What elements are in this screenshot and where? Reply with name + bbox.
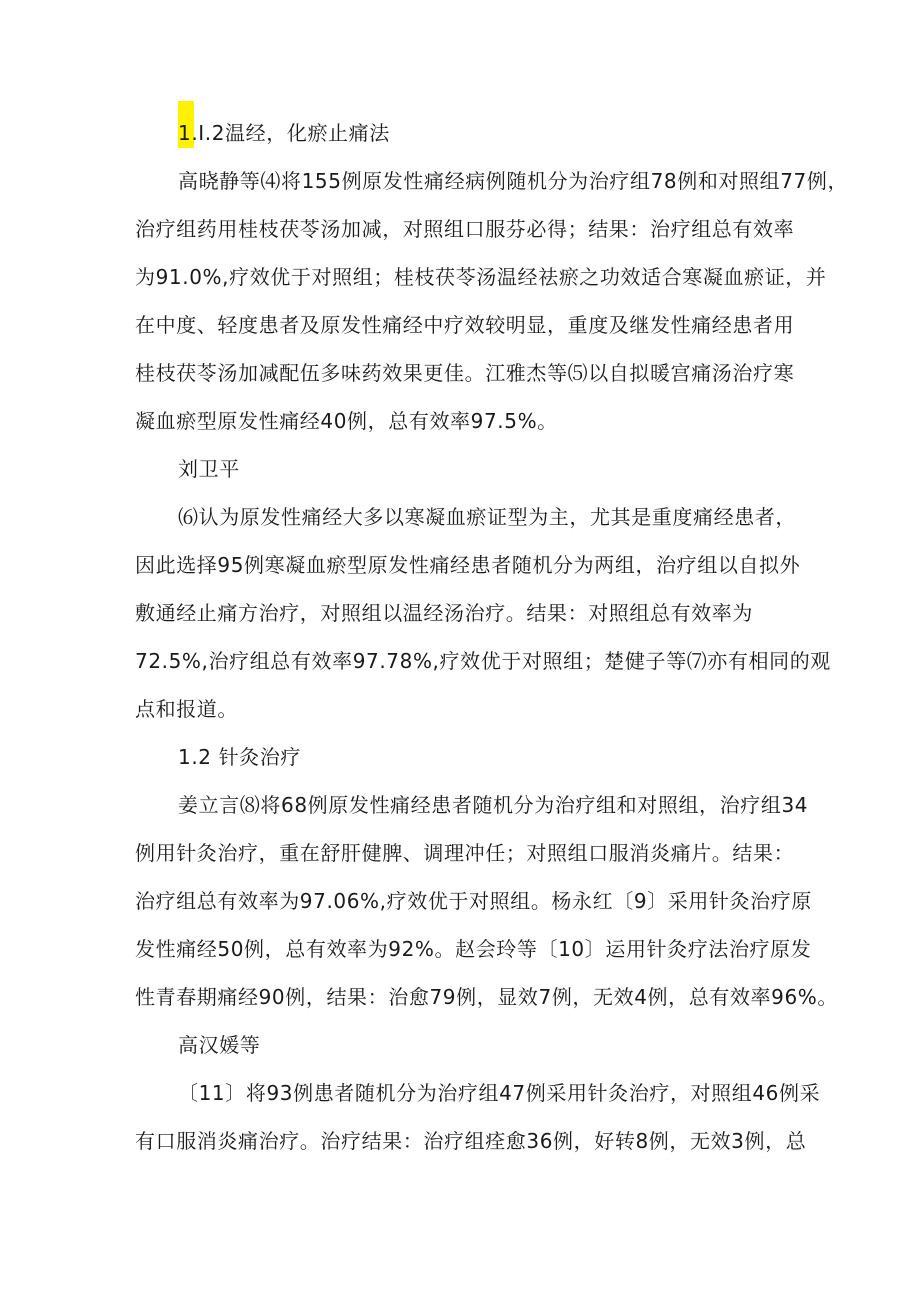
paragraph-line: 高晓静等⑷将155例原发性痛经病例随机分为治疗组78例和对照组77例， bbox=[178, 169, 849, 193]
paragraph-line: 为91.0%,疗效优于对照组；桂枝茯苓汤温经祛瘀之功效适合寒凝血瘀证，并 bbox=[135, 265, 827, 289]
paragraph-line: 性青春期痛经90例，结果：治愈79例，显效7例，无效4例，总有效率96%。 bbox=[135, 985, 838, 1009]
paragraph-line: 发性痛经50例，总有效率为92%。赵会玲等〔10〕运用针灸疗法治疗原发 bbox=[135, 937, 812, 961]
paragraph-line: 治疗组药用桂枝茯苓汤加减，对照组口服芬必得；结果：治疗组总有效率 bbox=[135, 217, 795, 241]
paragraph-line: 有口服消炎痛治疗。治疗结果：治疗组痊愈36例，好转8例，无效3例，总 bbox=[135, 1129, 807, 1153]
paragraph-line: 高汉媛等 bbox=[178, 1033, 261, 1057]
paragraph-line: 刘卫平 bbox=[178, 457, 240, 481]
paragraph-line: 在中度、轻度患者及原发性痛经中疗效较明显，重度及继发性痛经患者用 bbox=[135, 313, 795, 337]
paragraph-line: 桂枝茯苓汤加减配伍多味药效果更佳。江雅杰等⑸以自拟暖宫痛汤治疗寒 bbox=[135, 361, 795, 385]
paragraph-line: ⑹认为原发性痛经大多以寒凝血瘀证型为主，尤其是重度痛经患者， bbox=[178, 505, 796, 529]
paragraph-line: 〔11〕将93例患者随机分为治疗组47例采用针灸治疗，对照组46例采 bbox=[178, 1081, 821, 1105]
section-heading-1-2: 1.2 针灸治疗 bbox=[178, 745, 301, 769]
paragraph-line: 姜立言⑻将68例原发性痛经患者随机分为治疗组和对照组，治疗组34 bbox=[178, 793, 809, 817]
paragraph-line: 因此选择95例寒凝血瘀型原发性痛经患者随机分为两组，治疗组以自拟外 bbox=[135, 553, 801, 577]
paragraph-line: 例用针灸治疗，重在舒肝健脾、调理冲任；对照组口服消炎痛片。结果： bbox=[135, 841, 795, 865]
paragraph-line: 敷通经止痛方治疗，对照组以温经汤治疗。结果：对照组总有效率为 bbox=[135, 601, 753, 625]
paragraph-line: 凝血瘀型原发性痛经40例，总有效率97.5%。 bbox=[135, 409, 558, 433]
paragraph-line: 点和报道。 bbox=[135, 697, 238, 721]
paragraph-line: 治疗组总有效率为97.06%,疗效优于对照组。杨永红〔9〕采用针灸治疗原 bbox=[135, 889, 812, 913]
paragraph-line: 72.5%,治疗组总有效率97.78%,疗效优于对照组；楚健子等⑺亦有相同的观 bbox=[135, 649, 831, 673]
section-heading-1-1-2: 1.I.2温经，化瘀止痛法 bbox=[178, 121, 390, 145]
